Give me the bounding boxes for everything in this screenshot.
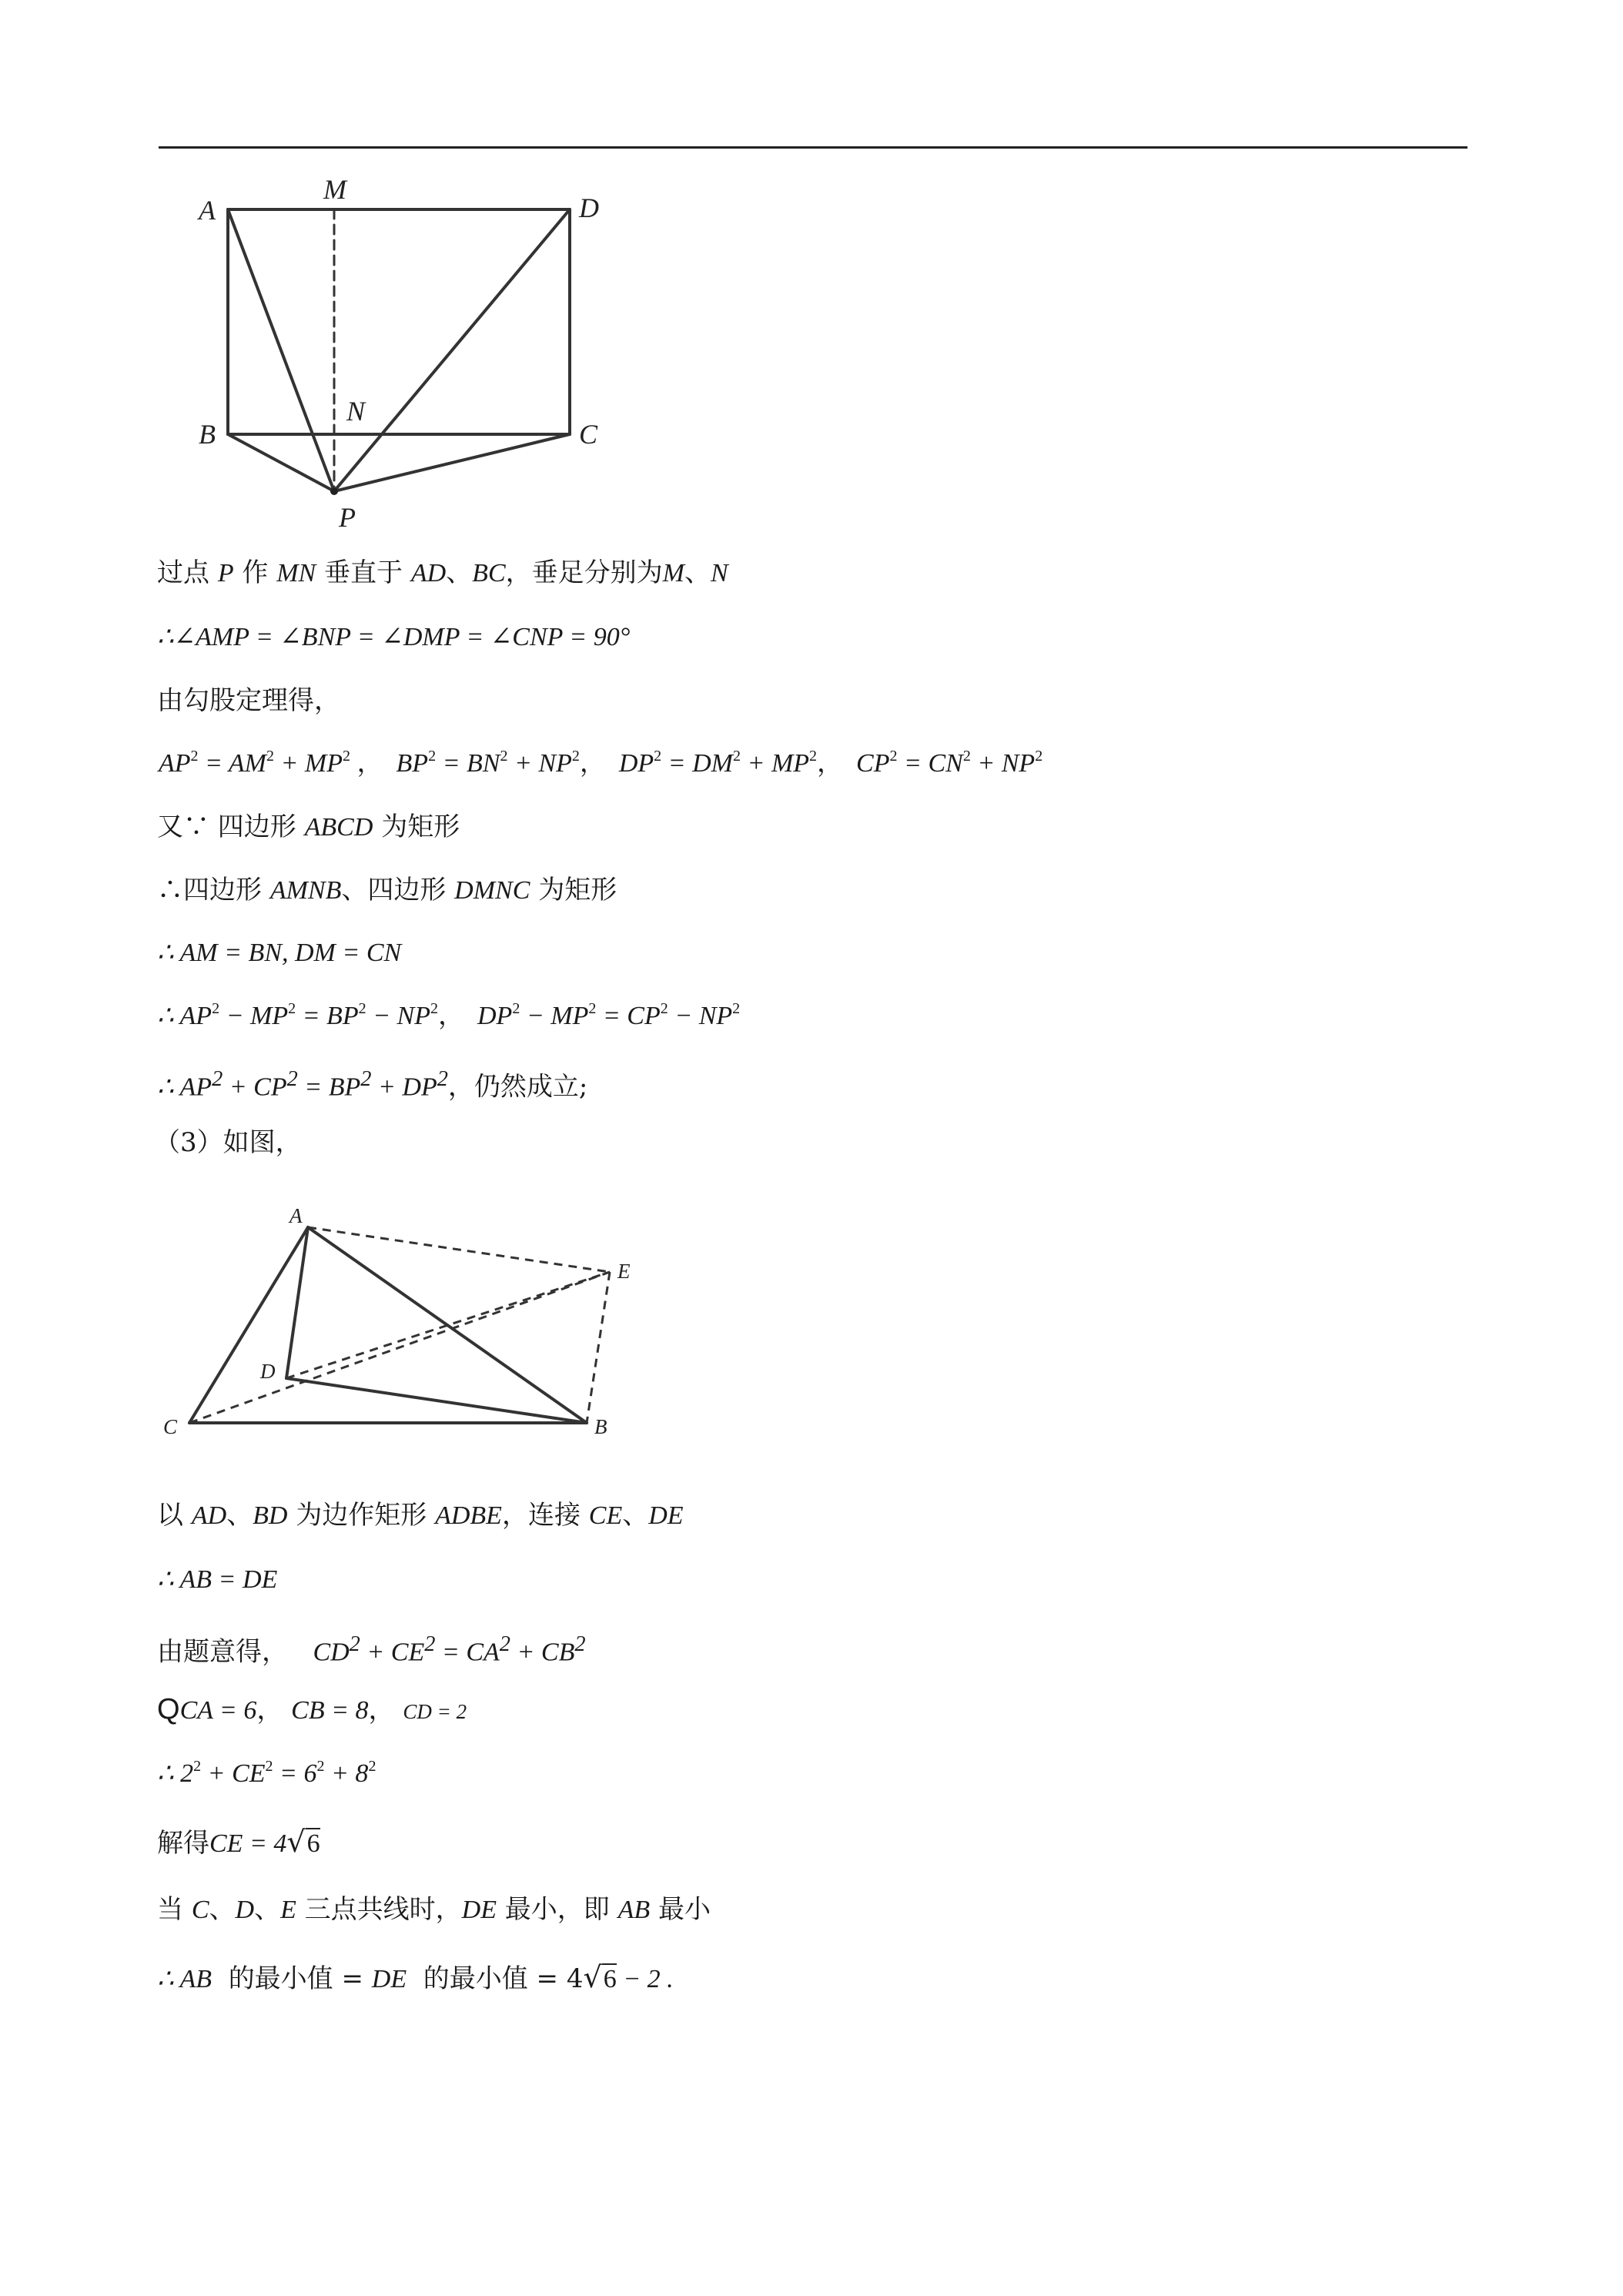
figure-triangle-rectangle-adbe (0, 0, 693, 1540)
segment-ab (308, 1227, 587, 1423)
label-d: D (260, 1360, 276, 1383)
text-line-pythagoras: 由勾股定理得， (157, 685, 340, 716)
label-e: E (617, 1260, 631, 1283)
label-p: P (339, 502, 356, 533)
label-c: C (163, 1415, 178, 1438)
text-line-construct-adbe: 以 AD、BD 为边作矩形 ADBE，连接 CE、DE (157, 1500, 684, 1531)
label-n: N (346, 396, 366, 427)
segment-ce-dashed (189, 1272, 610, 1423)
text-line-solve-ce: 解得CE = 4√6 (157, 1825, 320, 1859)
label-a: A (199, 195, 216, 226)
text-line-pythagoras-equations: $AP^2 = AM^2 + MP^2$ ， $BP^2 = BN^2 + NP^2$， $DP^2 = DM^2 + MP^2$， $CP^2 = CN^2 + NP^2$ (159, 748, 1043, 778)
text-line-collinear: 当 C、D、E 三点共线时，DE 最小，即 AB 最小 (157, 1894, 711, 1925)
text-line-equal-segments: ∴ AM = BN, DM = CN (157, 939, 402, 967)
text-line-conclusion-2: ∴ $AP^2 + CP^2 = BP^2 + DP^2$，仍然成立; (157, 1067, 588, 1103)
segment-ae-dashed (308, 1227, 610, 1272)
segment-ad (286, 1227, 308, 1378)
text-line-sub-rectangles: ∴四边形 AMNB、四边形 DMNC 为矩形 (157, 875, 617, 905)
text-line-ab-equals-de: ∴ AB = DE (157, 1565, 278, 1594)
text-line-substitution: ∴ $2^2 + CE^2 = 6^2 + 8^2$ (157, 1758, 376, 1788)
text-line-given-equation: 由题意得， $CD^2 + CE^2 = CA^2 + CB^2$ (157, 1632, 586, 1668)
segment-db (286, 1378, 587, 1423)
text-line-differences: ∴ $AP^2 - MP^2 = BP^2 - NP^2$， $DP^2 - MP^2 = CP^2 - NP^2$ (157, 1000, 741, 1030)
label-c: C (579, 419, 598, 450)
text-line-right-angles: ∴∠AMP = ∠BNP = ∠DMP = ∠CNP = 90° (157, 623, 631, 651)
text-line-final-answer: ∴ AB 的最小值 = DE 的最小值 = 4√6 − 2 . (157, 1960, 674, 1994)
segment-ca (189, 1227, 308, 1423)
label-b: B (199, 419, 216, 450)
label-m: M (323, 174, 346, 205)
text-line-given-values: QCA = 6， CB = 8， CD = 2 (157, 1693, 467, 1725)
text-line-construct: 过点 P 作 MN 垂直于 AD、BC，垂足分别为M、N (157, 557, 728, 588)
text-line-part-3: （3）如图， (154, 1127, 302, 1158)
label-d: D (579, 192, 599, 223)
label-b: B (594, 1415, 607, 1438)
segment-eb-dashed (587, 1272, 610, 1423)
label-a: A (289, 1204, 303, 1227)
text-line-rectangle-abcd: 又∵ 四边形 ABCD 为矩形 (157, 812, 460, 842)
